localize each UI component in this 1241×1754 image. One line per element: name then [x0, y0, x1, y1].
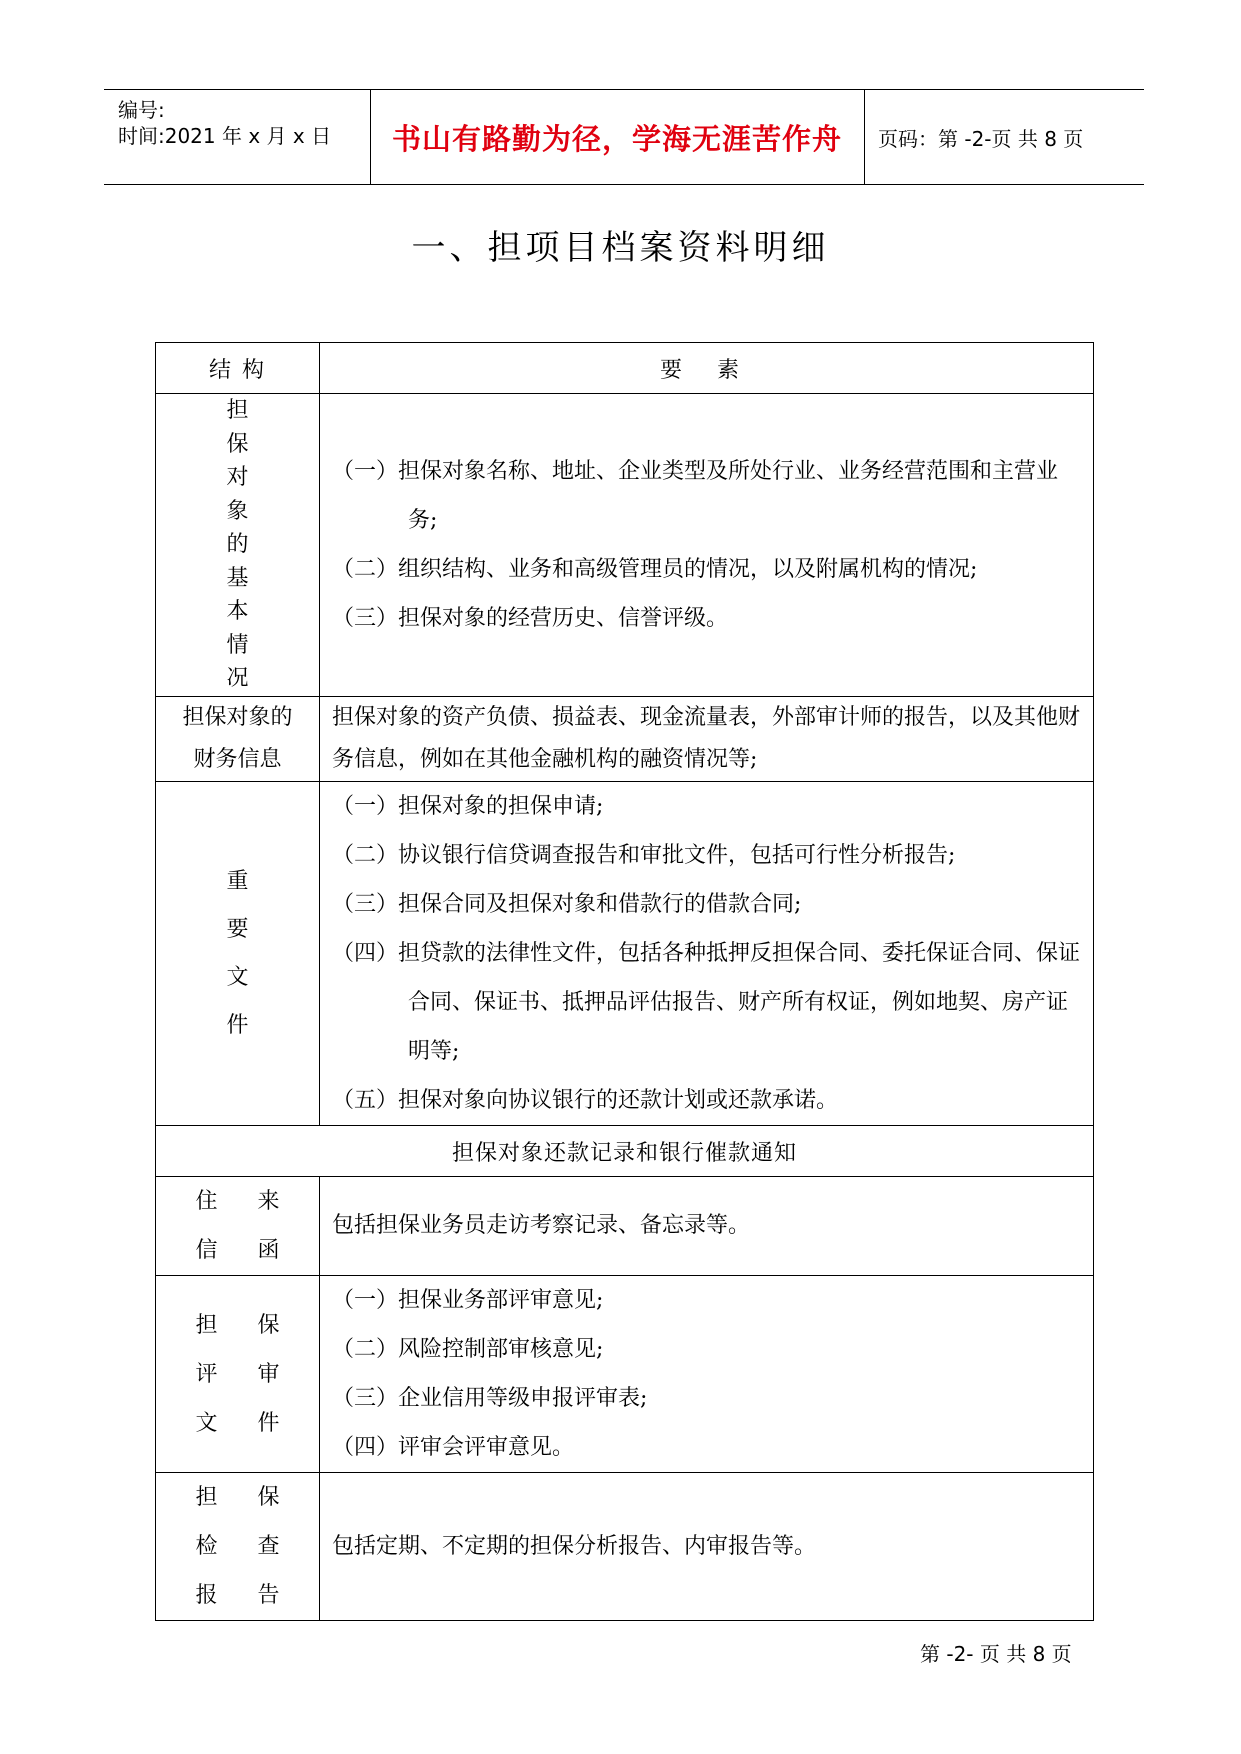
paragraph: 包括定期、不定期的担保分析报告、内审报告等。 — [332, 1533, 817, 1559]
page-footer: 第 -2- 页 共 8 页 — [920, 1642, 1072, 1666]
row-content-basic-info — [320, 394, 1094, 697]
list-item: （一）担保对象的担保申请; — [332, 794, 604, 819]
table-row — [156, 1276, 1094, 1473]
list-item: （三）企业信用等级申报评审表; — [332, 1386, 648, 1411]
row-content-financial — [320, 697, 1094, 782]
paragraph: 担保对象的资产负债、损益表、现金流量表，外部审计师的报告，以及其他财务信息，例如在其他金融机构的融资情况等; — [332, 705, 1081, 772]
row-label-inspection-reports: 担 保 检 查 报 告 — [156, 1473, 320, 1621]
list-item: （四）担贷款的法律性文件，包括各种抵押反担保合同、委托保证合同、保证合同、保证书、抵押品评估报告、财产所有权证，例如地契、房产证明等; — [332, 941, 1081, 1064]
row-label-financial: 担保对象的 财务信息 — [156, 697, 320, 782]
time-label: 时间:2021 年 x 月 x 日 — [118, 124, 332, 148]
list-item: （一）担保业务部评审意见; — [332, 1288, 604, 1313]
row-label-review-docs: 担 保 评 审 文 件 — [156, 1276, 320, 1473]
header-meta — [104, 90, 371, 184]
header-structure: 结 构 — [156, 343, 320, 394]
row-content-review-docs — [320, 1276, 1094, 1473]
table-row — [156, 1177, 1094, 1276]
row-content-correspondence — [320, 1177, 1094, 1276]
table-row — [156, 697, 1094, 782]
row-label-important-docs — [156, 782, 320, 1126]
list-item: （三）担保对象的经营历史、信誉评级。 — [332, 606, 729, 631]
number-label: 编号: — [118, 98, 165, 122]
table-row — [156, 782, 1094, 1126]
vertical-label: 重 要 文 件 — [226, 868, 249, 1038]
list-item: （二）风险控制部审核意见; — [332, 1337, 604, 1362]
row-content-inspection-reports — [320, 1473, 1094, 1621]
paragraph: 包括担保业务员走访考察记录、备忘录等。 — [332, 1213, 751, 1238]
header-elements: 要 素 — [320, 343, 1094, 394]
archive-table — [155, 342, 1094, 1621]
header-motto-cell — [370, 90, 865, 184]
list-item: （二）组织结构、业务和高级管理员的情况，以及附属机构的情况; — [332, 557, 978, 582]
header-page-label: 页码：第 -2-页 共 8 页 — [878, 126, 1084, 151]
row-label-correspondence: 住 来 信 函 — [156, 1177, 320, 1276]
vertical-label: 担 保 对 象 的 基 本 情 况 — [226, 398, 249, 692]
motto-text: 书山有路勤为径，学海无涯苦作舟 — [391, 121, 842, 156]
list-item: （二）协议银行信贷调查报告和审批文件，包括可行性分析报告; — [332, 843, 956, 868]
table-row — [156, 1473, 1094, 1621]
table-row — [156, 394, 1094, 697]
row-label-basic-info — [156, 394, 320, 697]
list-item: （一）担保对象名称、地址、企业类型及所处行业、业务经营范围和主营业务; — [332, 459, 1059, 533]
page-header — [104, 89, 1144, 185]
repayment-records-row: 担保对象还款记录和银行催款通知 — [156, 1126, 1094, 1177]
list-item: （五）担保对象向协议银行的还款计划或还款承诺。 — [332, 1088, 839, 1113]
row-content-important-docs — [320, 782, 1094, 1126]
document-title: 一、担项目档案资料明细 — [411, 228, 830, 268]
list-item: （三）担保合同及担保对象和借款行的借款合同; — [332, 892, 802, 917]
table-header-row — [156, 343, 1094, 394]
list-item: （四）评审会评审意见。 — [332, 1435, 575, 1460]
table-row — [156, 1126, 1094, 1177]
